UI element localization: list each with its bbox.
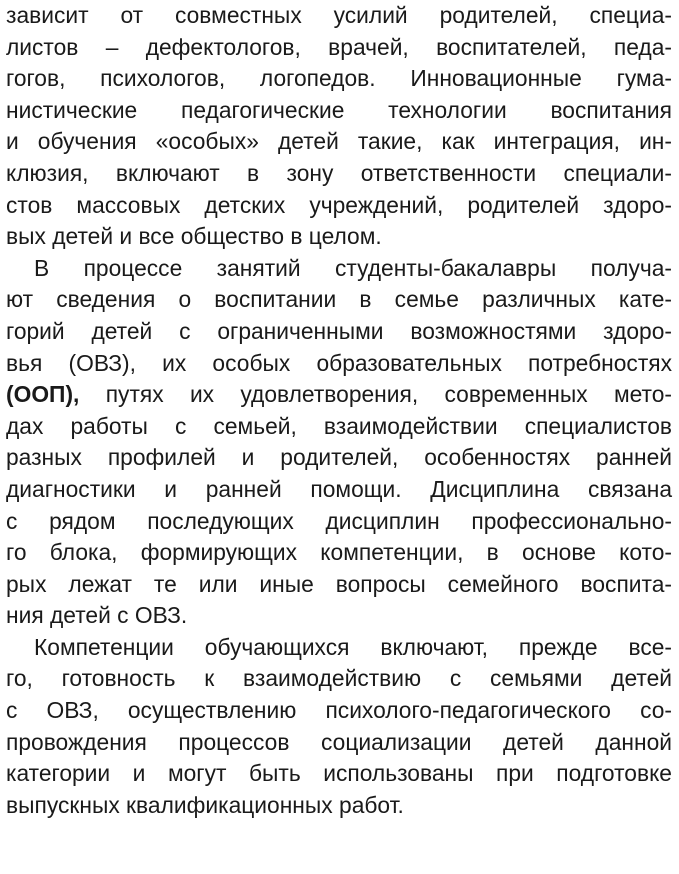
text-line: выпускных квалификационных работ. (6, 791, 404, 818)
text-line: с ОВЗ, осуществлению психолого-педагогического со- (6, 697, 672, 724)
text-line: с рядом последующих дисциплин профессионально- (6, 507, 672, 534)
bold-abbreviation: (ООП), (6, 381, 80, 408)
text-line: разных профилей и родителей, особенностях ранней (6, 444, 672, 471)
text-line: провождения процессов социализации детей данной (6, 728, 672, 755)
text-line: рых лежат те или иные вопросы семейного воспита- (6, 570, 672, 597)
text-line: стов массовых детских учреждений, родителей здоро- (6, 191, 672, 218)
text-line: ют сведения о воспитании в семье различных кате- (6, 286, 672, 313)
text-line: диагностики и ранней помощи. Дисциплина связана (6, 475, 672, 502)
text-fragment: путях их удовлетворения, современных мето- (79, 381, 672, 408)
paragraph-3 (6, 632, 672, 822)
text-line: нистические педагогические технологии воспитания (6, 96, 672, 123)
text-line: дах работы с семьей, взаимодействии специалистов (6, 412, 672, 439)
text-line: ния детей с ОВЗ. (6, 602, 188, 629)
text-line: В процессе занятий студенты-бакалавры получа- (34, 254, 672, 281)
paragraph-2 (6, 253, 672, 632)
text-line: вья (ОВЗ), их особых образовательных потребностях (6, 349, 672, 376)
text-line: го, готовность к взаимодействию с семьями детей (6, 665, 672, 692)
text-line: Компетенции обучающихся включают, прежде все- (34, 633, 672, 660)
text-line: категории и могут быть использованы при подготовке (6, 760, 672, 787)
text-line: го блока, формирующих компетенции, в основе кото- (6, 539, 672, 566)
text-line: и обучения «особых» детей такие, как интеграция, ин- (6, 128, 672, 155)
text-line: гогов, психологов, логопедов. Инновационные гума- (6, 65, 672, 92)
text-line: листов – дефектологов, врачей, воспитателей, педа- (6, 33, 672, 60)
document-page (6, 0, 672, 821)
text-line: зависит от совместных усилий родителей, специа- (6, 2, 672, 28)
text-line: вых детей и все общество в целом. (6, 223, 382, 250)
text-line-with-bold (6, 379, 672, 411)
text-line: горий детей с ограниченными возможностями здоро- (6, 317, 672, 344)
text-line: клюзия, включают в зону ответственности специали- (6, 159, 672, 186)
paragraph-1 (6, 0, 672, 253)
